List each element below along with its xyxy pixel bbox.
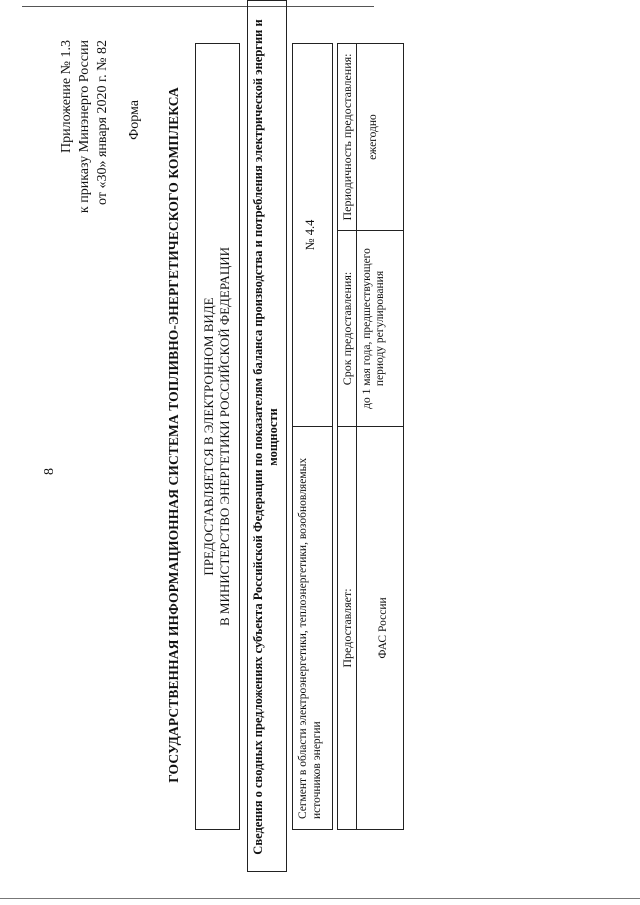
- deadline-header: Срок предоставления:: [338, 231, 357, 426]
- segment-box: [292, 43, 333, 830]
- provider-column: [338, 426, 403, 829]
- appendix-reference: [58, 40, 112, 300]
- periodicity-column: [338, 44, 403, 230]
- periodicity-value: ежегодно: [367, 114, 379, 160]
- submission-line-1: ПРЕДОСТАВЛЯЕТСЯ В ЭЛЕКТРОННОМ ВИДЕ: [201, 297, 216, 576]
- appendix-date: от «30» января 2020 г. № 82: [95, 40, 110, 205]
- provider-value: ФАС России: [377, 597, 389, 659]
- segment-text: Сегмент в области электроэнергетики, теплоэнергетики, возобновляемых источников энергии: [293, 426, 332, 829]
- description-box: [247, 0, 287, 872]
- submission-line-2: В МИНИСТЕРСТВО ЭНЕРГЕТИКИ РОССИЙСКОЙ ФЕДЕРАЦИИ: [217, 247, 232, 626]
- page-number: 8: [42, 468, 57, 475]
- form-number: № 4.4: [303, 219, 317, 251]
- periodicity-header: Периодичность предоставления:: [338, 44, 357, 230]
- form-label: Форма: [127, 100, 142, 140]
- deadline-value: до 1 мая года, предшествующего периоду регулирования: [361, 248, 386, 409]
- appendix-order: к приказу Минэнерго России: [77, 40, 92, 214]
- main-title: ГОСУДАРСТВЕННАЯ ИНФОРМАЦИОННАЯ СИСТЕМА ТОПЛИВНО-ЭНЕРГЕТИЧЕСКОГО КОМПЛЕКСА: [166, 87, 181, 783]
- submission-box: [195, 43, 240, 830]
- description-text: Сведения о сводных предложениях субъекта Российской Федерации по показателям баланса производства и потребления электрической энергии и мощности: [251, 19, 280, 855]
- appendix-number: Приложение № 1.3: [59, 40, 74, 153]
- deadline-column: [338, 230, 403, 426]
- submission-table: [337, 43, 404, 830]
- provider-header: Предоставляет:: [338, 427, 357, 829]
